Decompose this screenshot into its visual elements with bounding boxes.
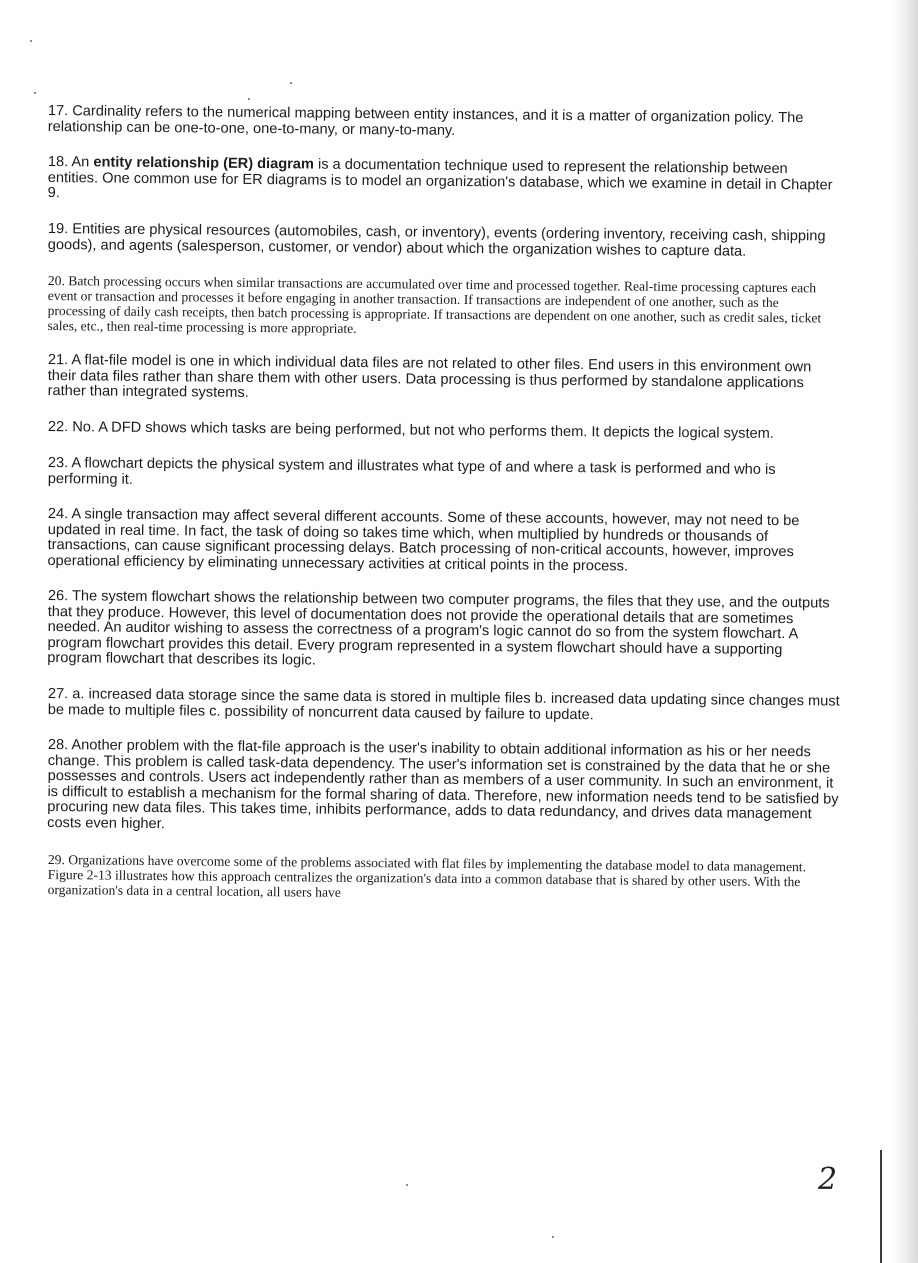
answer-22: 22. No. A DFD shows which tasks are being performed, but not who performs them. It depicts the logical system. xyxy=(47,418,774,442)
scan-speck xyxy=(34,92,36,94)
answer-28: 28. Another problem with the flat-file approach is the user's inability to obtain additional information as his or her needs change. This problem is called task-data dependency. The user's information set is constrained by the data that he or she possesses and controls. Users act independently rather than as members of a user community. In such an environment, it is difficult to establish a mechanism for the formal sharing of data. Therefore, new information needs tend to be satisfied by procuring new data files. This takes time, inhibits performance, adds to data redundancy, and drives data management costs even higher. xyxy=(47,737,839,833)
scan-speck xyxy=(30,40,32,42)
answer-20: 20. Batch processing occurs when similar transactions are accumulated over time and processed together. Real-time processing captures each event or transaction and processes it before engaging in another transaction. If transactions are independent of one another, such as the processing of daily cash receipts, then batch processing is appropriate. If transactions are dependent on one another, such as credit sales, ticket sales, etc., then real-time processing is more appropriate. xyxy=(47,273,822,337)
answer-23: 23. A flowchart depicts the physical system and illustrates what type of and where a task is performed and who is performing it. xyxy=(47,454,776,487)
document-page xyxy=(48,104,840,917)
answer-27: 27. a. increased data storage since the same data is stored in multiple files b. increased data updating since changes must be made to multiple files c. possibility of noncurrent data caused by failure to update. xyxy=(47,686,840,723)
answer-21: 21. A flat-file model is one in which individual data files are not related to other files. End users in this environment own their data files rather than share them with other users. Data processing is thus performed by standalone applications rather than integrated systems. xyxy=(47,352,812,402)
answer-24: 24. A single transaction may affect several different accounts. Some of these accounts, however, may not need to be updated in real time. In fact, the task of doing so takes time which, when multiplied by hundreds or thousands of transactions, can cause significant processing delays. Batch processing of non-critical accounts, however, improves operational efficiency by eliminating unnecessary activities at critical points in the process. xyxy=(47,505,800,575)
scan-edge-line xyxy=(880,1150,882,1263)
scan-speck xyxy=(248,98,250,100)
scan-speck xyxy=(552,1236,554,1238)
answer-29: 29. Organizations have overcome some of the problems associated with flat files by implementing the database model to data management. Figure 2-13 illustrates how this approach centralizes the organization's data into a common database that is shared by other users. With the organization's data in a central location, all users have xyxy=(47,851,807,900)
answer-18-rest: is a documentation technique used to represent the relationship between entities. One common use for ER diagrams is to model an organization's database, which we examine in detail in Chapter 9. xyxy=(47,156,833,202)
answer-17: 17. Cardinality refers to the numerical mapping between entity instances, and it is a matter of organization policy. The relationship can be one-to-one, one-to-many, or many-to-many. xyxy=(47,103,804,139)
scan-right-edge xyxy=(892,0,918,1263)
answer-18-lead: 18. An xyxy=(47,154,94,171)
scan-speck xyxy=(290,82,292,84)
answer-26: 26. The system flowchart shows the relationship between two computer programs, the files that they use, and the outputs that they produce. However, this level of documentation does not provide the operational details that are sometimes needed. An auditor wishing to assess the correctness of a program's logic cannot do so from the system flowchart. A program flowchart provides this detail. Every program represented in a system flowchart should have a supporting program flowchart that describes its logic. xyxy=(47,588,830,670)
scan-speck xyxy=(406,1184,408,1186)
answer-18-term: entity relationship (ER) diagram xyxy=(93,154,315,173)
answer-18 xyxy=(48,155,840,209)
answer-19: 19. Entities are physical resources (automobiles, cash, or inventory), events (ordering inventory, receiving cash, shipping goods), and agents (salesperson, customer, or vendor) about which the organization wishes to capture data. xyxy=(47,220,826,260)
handwritten-page-number: 2 xyxy=(818,1162,838,1197)
